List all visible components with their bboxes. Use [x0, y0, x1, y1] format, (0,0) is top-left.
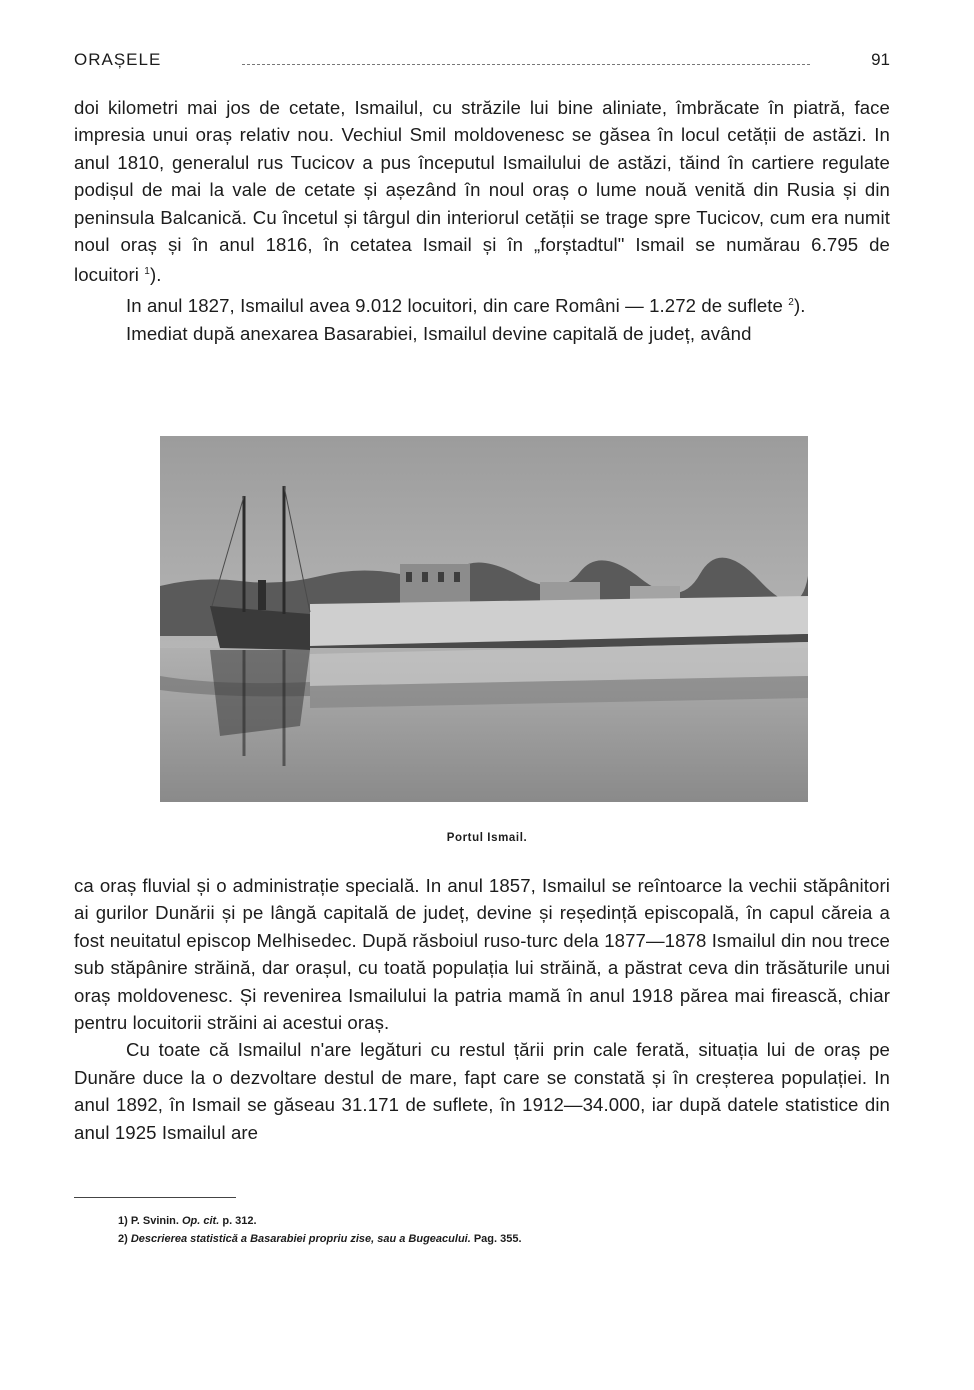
footnote-rule — [74, 1197, 236, 1198]
page-number: 91 — [871, 50, 890, 69]
body-text-bottom — [74, 872, 890, 1146]
paragraph: doi kilometri mai jos de cetate, Ismailul, cu străzile lui bine aliniate, îmbrăcate în piatră, face impresia unui oraș relativ nou. Vechiul Smil moldovenesc se găsea în locul cetății de astăzi. In anul 1810, generalul rus Tucicov a pus începutul Ismailului de astăzi, tăind în cartiere regulate podișul de mai la vale de cetate și așezând în noul oraș o lume nouă venită din Rusia și din peninsula Balcanică. Cu încetul și târgul din interiorul cetății se trage spre Tucicov, cum era numit noul oraș și în anul 1816, în cetatea Ismail și în „forștadtul" Ismail se numărau 6.795 de locuitori $^1$). — [74, 97, 890, 286]
footnote-ref: 2 — [788, 297, 794, 309]
chapter-title: ORAȘELE — [74, 50, 162, 69]
footnote: 2) Descrierea statistică a Basarabiei propriu zise, sau a Bugeacului. Pag. 355. — [118, 1233, 522, 1245]
ship-funnel — [258, 580, 266, 610]
building — [400, 564, 470, 604]
running-header — [74, 50, 890, 74]
port-photograph-image — [160, 436, 808, 802]
footnote-ref: 1 — [144, 266, 150, 278]
paragraph: Cu toate că Ismailul n'are legături cu restul țării prin cale ferată, situația lui de oraș pe Dunăre duce la o dezvoltare destul de mare, fapt care se constată și în creșterea populației. In anul 1892, în Ismail se găseau 31.171 de suflete, în 1912—34.000, iar după datele statistice din anul 1925 Ismailul are — [74, 1039, 890, 1143]
ship-reflection — [210, 650, 310, 736]
paragraph: In anul 1827, Ismailul avea 9.012 locuitori, din care Români — 1.272 de suflete $^2$). — [126, 295, 806, 317]
port-photograph — [160, 436, 808, 802]
figure-caption: Portul Ismail. — [446, 832, 528, 844]
body-text-top — [74, 94, 890, 347]
paragraph: Imediat după anexarea Basarabiei, Ismailul devine capitală de județ, având — [126, 322, 752, 344]
paragraph: ca oraș fluvial și o administrație specială. In anul 1857, Ismailul se reîntoarce la vechii stăpânitori ai gurilor Dunării și pe lângă capitală de județ, devine și reședință episcopală, în capul căreia a fost neuitatul episcop Melhisedec. După răsboiul ruso-turc dela 1877—1878 Ismailul din nou trece sub stăpânire străină, dar orașul, cu toată populația lui străină, a păstrat ceva din trăsăturile unui oraș moldovenesc. Și revenirea Ismailului la patria mamă în anul 1918 părea mai firească, chiar pentru locuitorii străini ai acestui oraș. — [74, 875, 890, 1034]
footnotes — [118, 1212, 818, 1248]
header-rule — [242, 64, 810, 65]
footnote: 1) P. Svinin. Op. cit. p. 312. — [118, 1215, 257, 1227]
